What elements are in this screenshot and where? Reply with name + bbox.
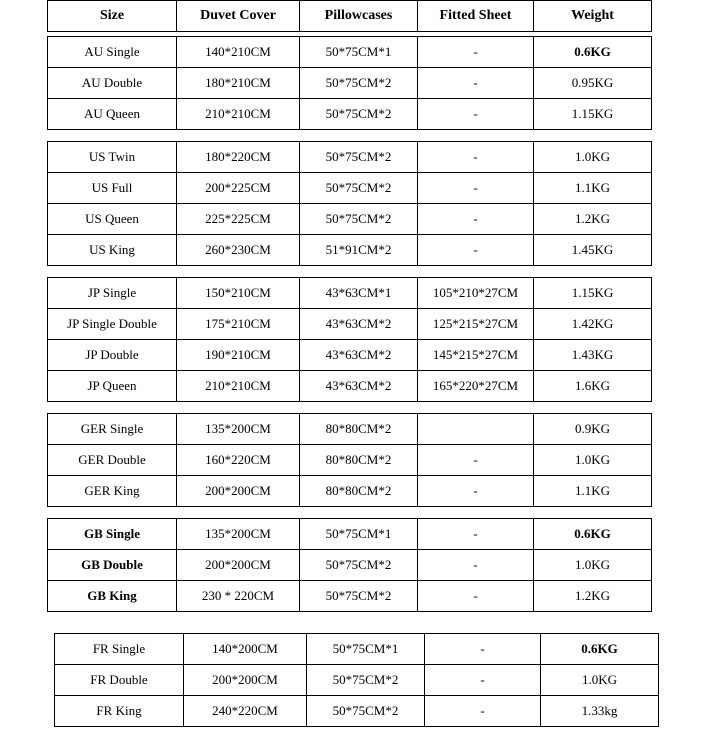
- cell-pillow: 50*75CM*1: [307, 634, 425, 665]
- cell-pillow: 43*63CM*2: [300, 340, 418, 371]
- cell-fitted: [418, 414, 534, 445]
- cell-weight: 1.45KG: [534, 235, 652, 266]
- table-row: [48, 309, 652, 340]
- cell-weight: 1.0KG: [534, 445, 652, 476]
- cell-size: US King: [48, 235, 177, 266]
- group-spacer: [0, 507, 710, 518]
- cell-duvet: 200*200CM: [177, 476, 300, 507]
- cell-size: GB King: [48, 581, 177, 612]
- group-spacer: [0, 402, 710, 413]
- cell-duvet: 210*210CM: [177, 371, 300, 402]
- cell-pillow: 50*75CM*2: [300, 550, 418, 581]
- size-group-table-fr: [54, 633, 659, 727]
- cell-weight: 1.43KG: [534, 340, 652, 371]
- cell-fitted: -: [418, 99, 534, 130]
- cell-fitted: -: [418, 142, 534, 173]
- cell-duvet: 135*200CM: [177, 414, 300, 445]
- cell-duvet: 180*210CM: [177, 68, 300, 99]
- cell-duvet: 140*210CM: [177, 37, 300, 68]
- cell-size: GER Double: [48, 445, 177, 476]
- cell-pillow: 50*75CM*1: [300, 519, 418, 550]
- table-row: [48, 278, 652, 309]
- cell-duvet: 200*225CM: [177, 173, 300, 204]
- cell-pillow: 51*91CM*2: [300, 235, 418, 266]
- cell-duvet: 200*200CM: [184, 665, 307, 696]
- cell-weight: 0.6KG: [534, 519, 652, 550]
- cell-fitted: -: [418, 476, 534, 507]
- table-row: [48, 550, 652, 581]
- table-row: [48, 445, 652, 476]
- cell-duvet: 140*200CM: [184, 634, 307, 665]
- table-row: [48, 519, 652, 550]
- cell-weight: 0.6KG: [534, 37, 652, 68]
- table-row: [48, 99, 652, 130]
- cell-pillow: 43*63CM*1: [300, 278, 418, 309]
- size-group-table-au: [47, 36, 652, 130]
- cell-pillow: 50*75CM*2: [300, 173, 418, 204]
- table-row: [48, 68, 652, 99]
- cell-size: GER Single: [48, 414, 177, 445]
- column-header-fitted: Fitted Sheet: [418, 1, 534, 32]
- cell-fitted: -: [418, 235, 534, 266]
- cell-duvet: 260*230CM: [177, 235, 300, 266]
- cell-size: GB Double: [48, 550, 177, 581]
- cell-fitted: -: [418, 37, 534, 68]
- cell-pillow: 80*80CM*2: [300, 476, 418, 507]
- cell-size: US Full: [48, 173, 177, 204]
- cell-pillow: 50*75CM*2: [307, 696, 425, 727]
- cell-pillow: 80*80CM*2: [300, 414, 418, 445]
- cell-fitted: 145*215*27CM: [418, 340, 534, 371]
- table-row: [48, 476, 652, 507]
- cell-fitted: -: [418, 204, 534, 235]
- cell-size: FR King: [55, 696, 184, 727]
- cell-weight: 1.0KG: [534, 142, 652, 173]
- cell-duvet: 190*210CM: [177, 340, 300, 371]
- cell-size: AU Double: [48, 68, 177, 99]
- cell-size: GB Single: [48, 519, 177, 550]
- column-header-size: Size: [48, 1, 177, 32]
- cell-weight: 1.0KG: [541, 665, 659, 696]
- cell-size: JP Queen: [48, 371, 177, 402]
- cell-size: JP Single: [48, 278, 177, 309]
- cell-fitted: 125*215*27CM: [418, 309, 534, 340]
- cell-weight: 1.42KG: [534, 309, 652, 340]
- cell-size: JP Single Double: [48, 309, 177, 340]
- cell-size: FR Double: [55, 665, 184, 696]
- cell-size: US Twin: [48, 142, 177, 173]
- column-header-duvet: Duvet Cover: [177, 1, 300, 32]
- cell-fitted: -: [418, 173, 534, 204]
- cell-weight: 1.2KG: [534, 581, 652, 612]
- cell-pillow: 50*75CM*2: [300, 99, 418, 130]
- cell-weight: 0.95KG: [534, 68, 652, 99]
- cell-pillow: 50*75CM*2: [300, 581, 418, 612]
- cell-duvet: 135*200CM: [177, 519, 300, 550]
- cell-duvet: 180*220CM: [177, 142, 300, 173]
- cell-weight: 0.9KG: [534, 414, 652, 445]
- size-group-table-jp: [47, 277, 652, 402]
- cell-duvet: 230 * 220CM: [177, 581, 300, 612]
- column-header-pillow: Pillowcases: [300, 1, 418, 32]
- table-row: [48, 142, 652, 173]
- cell-duvet: 175*210CM: [177, 309, 300, 340]
- cell-size: GER King: [48, 476, 177, 507]
- cell-fitted: -: [425, 665, 541, 696]
- cell-fitted: -: [425, 634, 541, 665]
- table-row: [55, 634, 659, 665]
- table-row: [48, 414, 652, 445]
- cell-weight: 1.15KG: [534, 278, 652, 309]
- cell-duvet: 200*200CM: [177, 550, 300, 581]
- size-groups-container: [0, 36, 710, 727]
- cell-duvet: 150*210CM: [177, 278, 300, 309]
- cell-weight: 1.0KG: [534, 550, 652, 581]
- cell-weight: 1.1KG: [534, 173, 652, 204]
- table-row: [48, 340, 652, 371]
- cell-size: FR Single: [55, 634, 184, 665]
- cell-duvet: 160*220CM: [177, 445, 300, 476]
- cell-weight: 1.33kg: [541, 696, 659, 727]
- size-group-table-ger: [47, 413, 652, 507]
- table-row: [48, 37, 652, 68]
- table-row: [48, 204, 652, 235]
- cell-pillow: 80*80CM*2: [300, 445, 418, 476]
- cell-size: AU Single: [48, 37, 177, 68]
- cell-pillow: 50*75CM*2: [307, 665, 425, 696]
- cell-pillow: 43*63CM*2: [300, 309, 418, 340]
- column-header-weight: Weight: [534, 1, 652, 32]
- cell-fitted: 105*210*27CM: [418, 278, 534, 309]
- group-spacer: [0, 266, 710, 277]
- table-row: [48, 371, 652, 402]
- group-spacer: [0, 612, 710, 633]
- cell-size: JP Double: [48, 340, 177, 371]
- table-row: [55, 696, 659, 727]
- cell-fitted: -: [418, 445, 534, 476]
- group-spacer: [0, 130, 710, 141]
- size-chart-header-table: [47, 0, 652, 32]
- table-row: [48, 173, 652, 204]
- table-row: [55, 665, 659, 696]
- cell-weight: 0.6KG: [541, 634, 659, 665]
- table-row: [48, 235, 652, 266]
- cell-weight: 1.6KG: [534, 371, 652, 402]
- cell-weight: 1.15KG: [534, 99, 652, 130]
- cell-weight: 1.1KG: [534, 476, 652, 507]
- cell-size: AU Queen: [48, 99, 177, 130]
- cell-fitted: -: [418, 581, 534, 612]
- table-row: [48, 581, 652, 612]
- size-group-table-us: [47, 141, 652, 266]
- cell-fitted: -: [418, 519, 534, 550]
- cell-fitted: -: [418, 550, 534, 581]
- cell-duvet: 210*210CM: [177, 99, 300, 130]
- cell-pillow: 50*75CM*2: [300, 68, 418, 99]
- cell-pillow: 50*75CM*1: [300, 37, 418, 68]
- cell-pillow: 50*75CM*2: [300, 142, 418, 173]
- cell-weight: 1.2KG: [534, 204, 652, 235]
- cell-fitted: 165*220*27CM: [418, 371, 534, 402]
- table-header-row: [48, 1, 652, 32]
- cell-fitted: -: [425, 696, 541, 727]
- cell-fitted: -: [418, 68, 534, 99]
- cell-pillow: 50*75CM*2: [300, 204, 418, 235]
- cell-duvet: 240*220CM: [184, 696, 307, 727]
- size-group-table-gb: [47, 518, 652, 612]
- cell-duvet: 225*225CM: [177, 204, 300, 235]
- cell-pillow: 43*63CM*2: [300, 371, 418, 402]
- cell-size: US Queen: [48, 204, 177, 235]
